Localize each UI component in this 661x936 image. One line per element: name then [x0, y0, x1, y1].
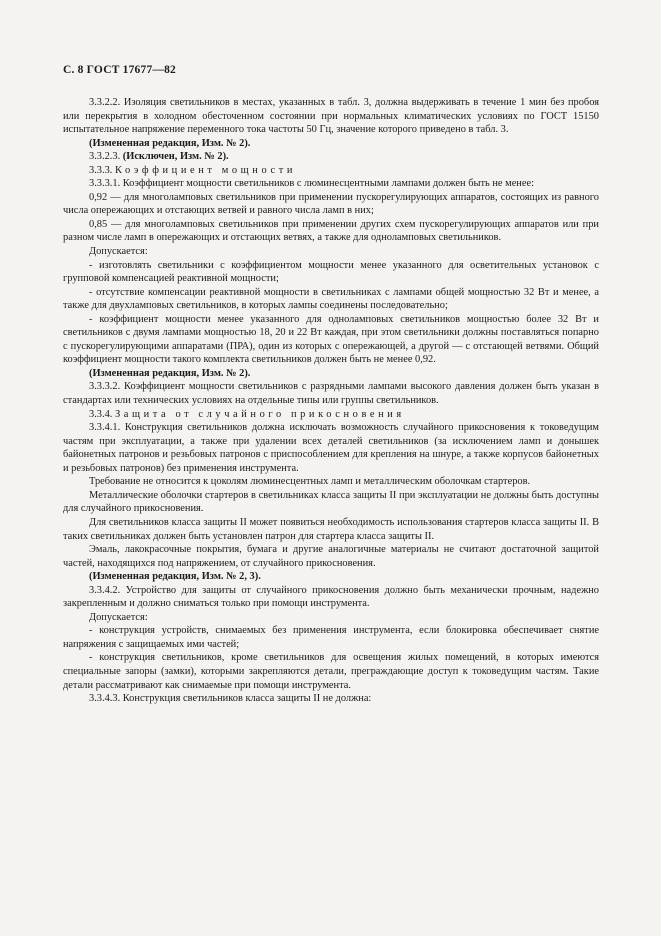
paragraph-starter-caps: Требование не относится к цоколям люминесцентных ламп и металлическим оболочкам стартеров.	[89, 476, 531, 488]
paragraph-allowed: Допускается:	[89, 246, 148, 258]
list-item: - отсутствие компенсации реактивной мощности в светильниках с лампами общей мощностью 32 Вт и менее, а также для двухламповых светильников, в которых лампы соединены последовательно;	[63, 286, 599, 312]
paragraph-3-3-3-1: 3.3.3.1. Коэффициент мощности светильников с люминесцентными лампами должен быть не менее:	[89, 178, 534, 190]
paragraph-starter-shells: Металлические оболочки стартеров в светильниках класса защиты II при эксплуатации не должны быть доступны для случайного прикосновения.	[63, 489, 599, 515]
section-heading-3-3-4	[63, 408, 599, 422]
section-heading-title: Коэффициент мощности	[114, 164, 297, 176]
paragraph-3-3-2-2: 3.3.2.2. Изоляция светильников в местах, указанных в табл. 3, должна выдерживать в течение 1 мин без пробоя или перекрытия в холодном обесточенном состоянии при нормальных климатических условиях по ГОСТ 15150 испытательное напряжение переменного тока частоты 50 Гц, значение которого приведено в табл. 3.	[63, 97, 599, 136]
paragraph-3-3-4-1: 3.3.4.1. Конструкция светильников должна исключать возможность случайного прикосновения к токоведущим частям при эксплуатации, а также при удалении всех деталей светильников (за исключением ламп и донышек байонетных патронов и резьбовых патронов с приспособлением для крепления на шнуре, а также корпусов байонетных и резьбовых патронов) без применения инструмента.	[63, 422, 599, 474]
paragraph-value-092: 0,92 — для многоламповых светильников при применении пускорегулирующих аппаратов, состоящих из равного числа опережающих и отстающих ветвей и равного числа ламп в них;	[63, 191, 599, 217]
section-heading-title: Защита от случайного прикосновения	[114, 408, 405, 420]
paragraph-value-085: 0,85 — для многоламповых светильников при применении других схем пускорегулирующих аппаратов или при разном числе ламп в опережающих и отстающих ветвях, а также для одноламповых светильников.	[63, 218, 599, 244]
amendment-note: (Измененная редакция, Изм. № 2).	[89, 367, 251, 379]
paragraph-3-3-2-3	[63, 150, 599, 164]
page-header: С. 8 ГОСТ 17677—82	[63, 64, 176, 76]
paragraph-class-ii: Для светильников класса защиты II может появиться необходимость использования стартеров класса защиты II. В таких светильниках должен быть установлен патрон для стартера класса защиты II.	[63, 516, 599, 542]
paragraph-allowed: Допускается:	[89, 611, 148, 623]
clause-number: 3.3.3.	[89, 164, 115, 176]
paragraph-3-3-4-3: 3.3.4.3. Конструкция светильников класса защиты II не должна:	[89, 693, 372, 705]
paragraph-3-3-4-2: 3.3.4.2. Устройство для защиты от случайного прикосновения должно быть механически прочным, надежно закрепленным и должно сниматься только при помощи инструмента.	[63, 584, 599, 610]
amendment-note: (Измененная редакция, Изм. № 2, 3).	[89, 571, 261, 583]
list-item: - конструкция устройств, снимаемых без применения инструмента, если блокировка обеспечивает снятие напряжения с защищаемых ими частей;	[63, 625, 599, 650]
section-heading-3-3-3	[63, 164, 599, 178]
list-item: - изготовлять светильники с коэффициентом мощности менее указанного для осветительных установок с групповой компенсацией реактивной мощности;	[63, 259, 599, 285]
paragraph-3-3-3-2: 3.3.3.2. Коэффициент мощности светильников с разрядными лампами высокого давления должен быть указан в стандартах или технических условиях на отдельные типы или группы светильников.	[63, 381, 599, 407]
amendment-note: (Измененная редакция, Изм. № 2).	[89, 137, 251, 149]
clause-excluded-note: (Исключен, Изм. № 2).	[122, 151, 229, 163]
paragraph-enamel: Эмаль, лакокрасочные покрытия, бумага и другие аналогичные материалы не считают достаточной защитой частей, находящихся под напряжением, от случайного прикосновения.	[63, 544, 599, 569]
list-item: - конструкция светильников, кроме светильников для освещения жилых помещений, в которых имеются специальные запоры (замки), которыми закрепляются детали, преграждающие доступ к токоведущим частям. Такие детали рассматривают как снимаемые при помощи инструмента.	[63, 652, 599, 691]
document-body	[63, 96, 599, 706]
clause-number: 3.3.2.3.	[89, 151, 123, 163]
clause-number: 3.3.4.	[89, 408, 115, 420]
list-item: - коэффициент мощности менее указанного для одноламповых светильников мощностью более 32 Вт и светильников с двумя лампами мощностью 18, 20 и 22 Вт каждая, при этом светильники должны поставляться попарно с пускорегулирующими аппаратами (ПРА), один из которых с опережающей, а другой — с отстающей ветвями. Общий коэффициент мощности такого комплекта светильников должен быть не менее 0,92.	[63, 313, 599, 366]
